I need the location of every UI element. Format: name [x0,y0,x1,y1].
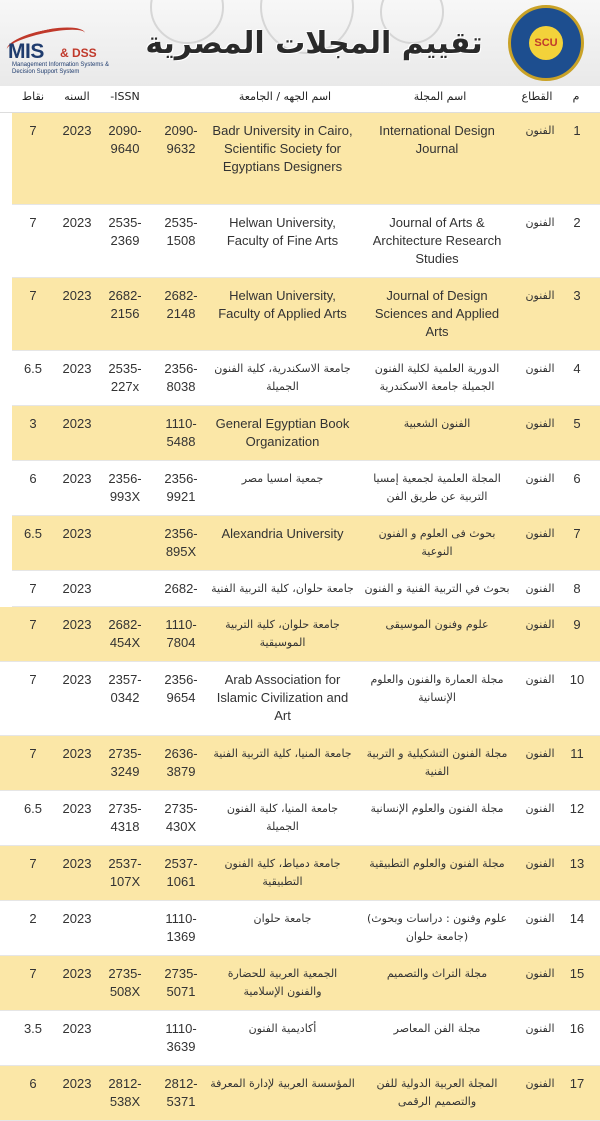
cell-issn: 1110-1369 [165,911,197,944]
cell-num: 9 [573,617,581,632]
cell-num: 16 [569,1021,585,1036]
cell-publisher: جامعة دمياط، كلية الفنون التطبيقية [224,857,341,888]
table-row [12,406,600,461]
cell-publisher: Badr University in Cairo, Scientific Society for Egyptians Designers [212,123,353,174]
table-row [12,461,600,516]
cell-publisher: جامعة حلوان [253,912,312,925]
table-row [12,516,600,571]
cell-issn: 2812-5371 [164,1076,198,1109]
cell-points: 6.5 [23,361,43,376]
cell-points: 7 [29,672,37,687]
cell-year: 2023 [62,526,92,541]
cell-publisher: جامعة حلوان، كلية التربية الموسيقية [225,618,340,649]
cell-year: 2023 [62,361,92,376]
cell-publisher: جامعة الاسكندرية، كلية الفنون الجميلة [214,362,351,393]
cell-points: 3.5 [23,1021,43,1036]
cell-publisher: Arab Association for Islamic Civilization and Art [216,672,349,723]
cell-journal-name: مجلة الفن المعاصر [393,1022,481,1035]
cell-num: 11 [570,746,584,761]
cell-publisher: أكاديمية الفنون [248,1022,317,1035]
cell-sector: الفنون [525,582,555,595]
cell-sector: الفنون [525,417,555,430]
cell-points: 7 [29,617,37,632]
cell-points: 7 [29,856,37,871]
cell-points: 6 [29,471,37,486]
table-row [0,736,600,791]
cell-year: 2023 [62,471,92,486]
cell-num: 8 [573,581,581,596]
cell-sector: الفنون [525,527,555,540]
cell-sector: الفنون [525,289,555,302]
cell-points: 2 [29,911,37,926]
cell-eissn: 2537-107X [108,856,142,889]
cell-sector: الفنون [525,362,555,375]
cell-issn: 2537-1061 [164,856,198,889]
table-row [0,1011,600,1066]
cell-year: 2023 [62,288,92,303]
cell-journal-name: International Design Journal [379,123,495,156]
cell-issn: 1110-5488 [165,416,197,449]
table-row [12,571,600,607]
cell-journal-name: مجلة الفنون والعلوم التطبيقية [369,857,505,870]
cell-journal-name: Journal of Design Sciences and Applied Arts [374,288,500,339]
cell-num: 1 [573,123,581,138]
cell-sector: الفنون [525,1077,555,1090]
cell-num: 5 [573,416,581,431]
cell-points: 7 [29,746,37,761]
cell-num: 6 [573,471,581,486]
cell-year: 2023 [62,746,92,761]
cell-journal-name: بحوث فى العلوم و الفنون النوعية [378,527,496,558]
cell-sector: الفنون [525,912,555,925]
cell-journal-name: مجلة الفنون التشكيلية و التربية الفنية [366,747,508,778]
cell-year: 2023 [62,1021,92,1036]
cell-eissn: 2735-3249 [108,746,142,779]
table-row [0,846,600,901]
cell-num: 7 [573,526,581,541]
table-row [12,113,600,205]
cell-journal-name: مجلة التراث والتصميم [386,967,488,980]
cell-num: 15 [569,966,585,981]
cell-points: 6.5 [23,526,43,541]
cell-year: 2023 [62,416,92,431]
cell-journal-name: المجلة العربية الدولية للفن والتصميم الرقمى [376,1077,498,1108]
cell-issn: 2682-2148 [164,288,198,321]
cell-eissn: 2356-993X [108,471,142,504]
table-row [0,901,600,956]
cell-points: 6.5 [23,801,43,816]
cell-year: 2023 [62,581,92,596]
cell-publisher: جامعة المنيا، كلية الفنون الجميلة [226,802,339,833]
cell-year: 2023 [62,966,92,981]
cell-points: 7 [29,966,37,981]
page-title: تقييم المجلات المصرية [145,26,483,61]
cell-issn: 2535-1508 [164,215,198,248]
table-row [12,205,600,278]
cell-eissn: 2090-9640 [108,123,142,156]
cell-num: 10 [569,672,585,687]
cell-points: 7 [29,581,37,596]
cell-year: 2023 [62,123,92,138]
cell-journal-name: علوم وفنون : دراسات وبحوث) (جامعة حلوان [366,912,508,943]
cell-publisher: الجمعية العربية للحضارة والفنون الإسلامية [227,967,338,998]
header-num: م [572,90,580,103]
cell-publisher: جمعية امسيا مصر [241,472,324,485]
cell-year: 2023 [62,911,92,926]
header-body: اسم الجهه / الجامعة [238,90,332,103]
cell-year: 2023 [62,215,92,230]
cell-publisher: Alexandria University [221,526,344,541]
cell-points: 6 [29,1076,37,1091]
table-row [0,662,600,736]
cell-eissn: 2535-2369 [108,215,142,248]
cell-eissn: 2535-227x [108,361,142,394]
header-year: السنه [64,90,90,103]
cell-eissn: 2812-538X [108,1076,142,1109]
cell-publisher: جامعة حلوان، كلية التربية الفنية [211,582,354,595]
cell-year: 2023 [62,801,92,816]
cell-issn: 1110-7804 [165,617,197,650]
cell-journal-name: مجلة العمارة والفنون والعلوم الإنسانية [370,673,504,704]
table-row [12,351,600,406]
cell-issn: 2356-895X [164,526,198,559]
journals-table [0,86,600,1121]
logo-subtitle: Management Information Systems & Decision Support System [12,62,110,75]
table-row [0,607,600,662]
cell-num: 3 [573,288,581,303]
cell-sector: الفنون [525,618,555,631]
cell-year: 2023 [62,856,92,871]
table-row [0,1066,600,1121]
cell-num: 14 [569,911,585,926]
header-issn: ISSN- [110,90,140,103]
seal-text: SCU [529,26,563,60]
cell-sector: الفنون [525,1022,555,1035]
cell-journal-name: المجلة العلمية لجمعية إمسيا التربية عن طريق الفن [373,472,501,503]
cell-eissn: 2682-454X [108,617,142,650]
cell-sector: الفنون [525,472,555,485]
cell-points: 7 [29,288,37,303]
cell-num: 12 [569,801,585,816]
table-header [0,86,600,113]
cell-publisher: General Egyptian Book Organization [215,416,350,449]
cell-eissn: 2682-2156 [108,288,142,321]
cell-publisher: المؤسسة العربية لإدارة المعرفة [210,1077,355,1090]
header-journal: اسم المجلة [413,90,467,103]
cell-num: 17 [569,1076,585,1091]
cell-sector: الفنون [525,747,555,760]
cell-year: 2023 [62,1076,92,1091]
cell-points: 7 [29,215,37,230]
logo-mis-text: MIS [8,40,44,63]
cell-eissn: 2735-4318 [108,801,142,834]
logo-dss-text: & DSS [60,46,97,60]
table-row [12,278,600,351]
cell-issn: 2735-430X [164,801,198,834]
table-row [0,956,600,1011]
header-points: نقاط [21,90,45,103]
cell-issn: 2356-9921 [164,471,198,504]
cell-num: 4 [573,361,581,376]
cell-journal-name: الدورية العلمية لكلية الفنون الجميلة جامعة الاسكندرية [374,362,500,393]
cell-journal-name: علوم وفنون الموسيقى [385,618,489,631]
cell-sector: الفنون [525,967,555,980]
cell-journal-name: بحوث في التربية الفنية و الفنون [364,582,510,595]
cell-year: 2023 [62,617,92,632]
cell-issn: 2682- [164,581,198,596]
cell-sector: الفنون [525,673,555,686]
cell-publisher: جامعة المنيا، كلية التربية الفنية [213,747,352,760]
cell-issn: 2356-8038 [164,361,198,394]
cell-points: 3 [29,416,37,431]
cell-publisher: Helwan University, Faculty of Applied Arts [218,288,347,321]
cell-journal-name: Journal of Arts & Architecture Research Studies [372,215,502,266]
cell-year: 2023 [62,672,92,687]
header-sector: القطاع [521,90,553,103]
cell-sector: الفنون [525,802,555,815]
cell-journal-name: مجلة الفنون والعلوم الإنسانية [370,802,504,815]
table-row [0,791,600,846]
cell-issn: 2735-5071 [164,966,198,999]
cell-publisher: Helwan University, Faculty of Fine Arts [226,215,339,248]
cell-sector: الفنون [525,857,555,870]
cell-issn: 2090-9632 [164,123,198,156]
cell-num: 13 [569,856,585,871]
cell-num: 2 [573,215,581,230]
cell-issn: 1110-3639 [165,1021,197,1054]
cell-issn: 2356-9654 [164,672,198,705]
scu-seal-logo [508,5,584,81]
mis-dss-logo [6,40,126,80]
page-banner [0,0,600,86]
cell-sector: الفنون [525,124,555,137]
cell-points: 7 [29,123,37,138]
cell-sector: الفنون [525,216,555,229]
table-body [0,113,600,1121]
cell-journal-name: الفنون الشعبية [403,417,471,430]
cell-eissn: 2357-0342 [108,672,142,705]
cell-eissn: 2735-508X [108,966,142,999]
cell-issn: 2636-3879 [164,746,198,779]
